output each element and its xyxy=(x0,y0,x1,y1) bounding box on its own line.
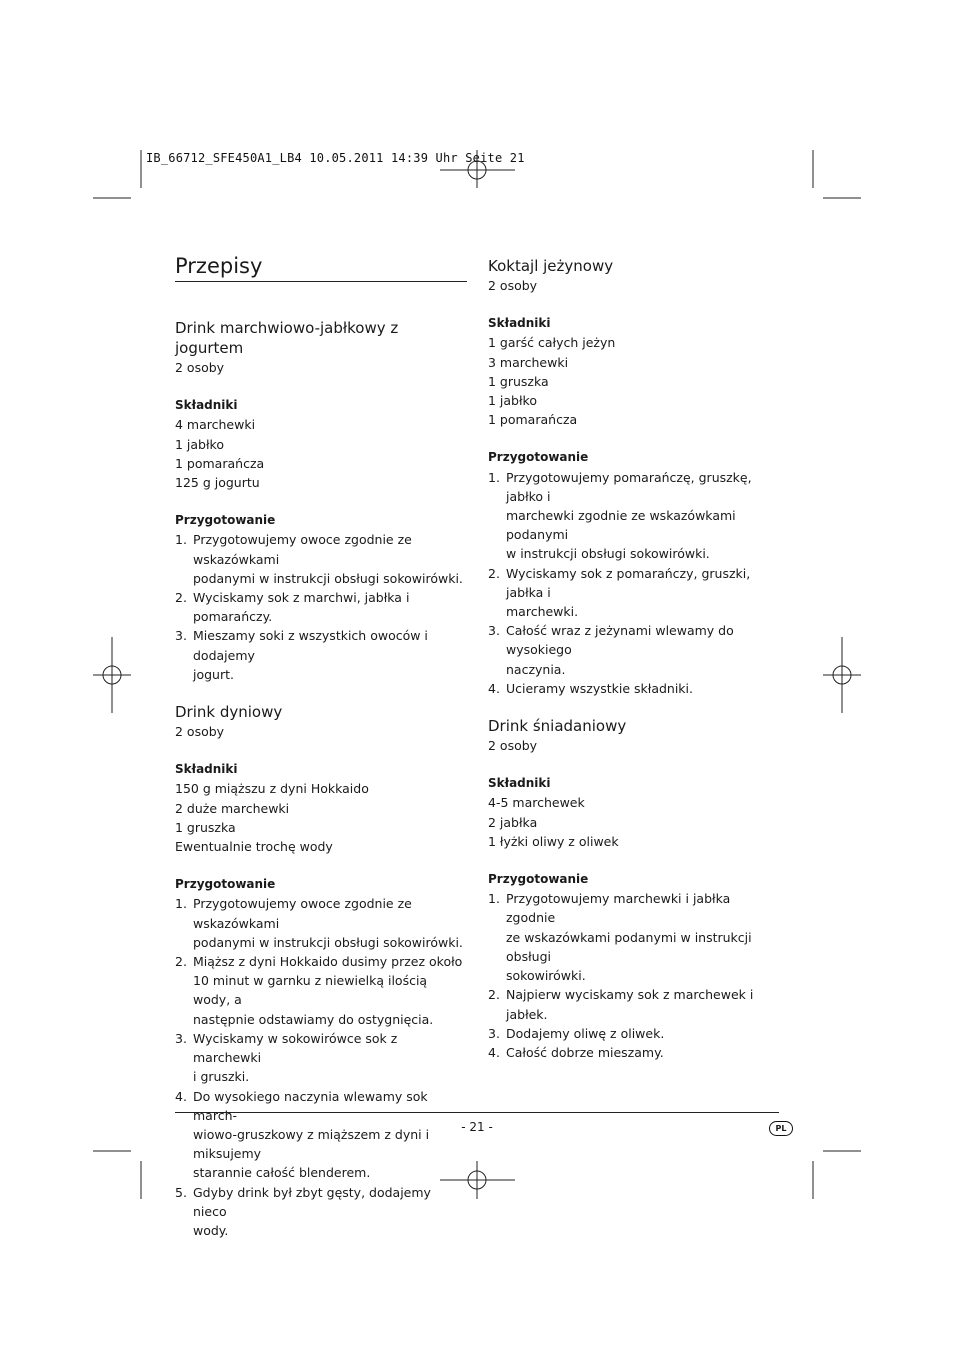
step-text: Przygotowujemy owoce zgodnie ze wskazówkami xyxy=(193,532,412,567)
ingredients-label: Składniki xyxy=(488,316,551,331)
list-item: 1 pomarańcza xyxy=(488,412,578,428)
list-item: 1 jabłko xyxy=(175,436,224,452)
list-item: 1 pomarańcza xyxy=(175,455,265,471)
step-number: 4. xyxy=(488,680,500,696)
step-text: w instrukcji obsługi sokowirówki. xyxy=(506,546,710,562)
ingredients-label: Składniki xyxy=(175,762,238,777)
ingredient-list xyxy=(175,779,467,856)
ingredients-label: Składniki xyxy=(488,776,551,791)
list-item xyxy=(488,985,780,1023)
step-text: Wyciskamy sok z pomarańczy, gruszki, jabłka i xyxy=(506,565,751,600)
step-list xyxy=(175,530,467,684)
page-number: - 21 - xyxy=(461,1120,493,1134)
list-item: 4 marchewki xyxy=(175,417,256,433)
step-number: 3. xyxy=(175,628,187,644)
list-item: 1 gruszka xyxy=(488,373,549,389)
step-list xyxy=(488,889,780,1062)
step-text: Wyciskamy w sokowirówce sok z marchewki xyxy=(193,1030,398,1066)
list-item: 1 łyżki oliwy z oliwek xyxy=(488,833,619,849)
list-item: 2 jabłka xyxy=(488,814,538,830)
step-text: Do wysokiego naczynia wlewamy sok march- xyxy=(193,1088,428,1123)
step-text: wody. xyxy=(193,1222,229,1238)
recipe-breakfast-drink xyxy=(488,716,780,1062)
list-item xyxy=(175,1029,467,1087)
step-text: Przygotowujemy owoce zgodnie ze wskazówkami xyxy=(193,896,412,931)
step-number: 1. xyxy=(175,896,187,912)
step-text: Przygotowujemy pomarańczę, gruszkę, jabłko i xyxy=(506,469,752,504)
recipe-carrot-apple-yogurt xyxy=(175,318,467,684)
step-number: 1. xyxy=(488,891,500,907)
footer-divider xyxy=(175,1112,779,1113)
ingredient-list xyxy=(488,333,780,429)
preparation-label: Przygotowanie xyxy=(488,872,589,887)
list-item xyxy=(488,564,780,622)
preparation-label: Przygotowanie xyxy=(175,513,276,528)
step-text: następnie odstawiamy do ostygnięcia. xyxy=(193,1011,434,1027)
step-text: wiowo-gruszkowy z miąższem z dyni i miksujemy xyxy=(193,1126,430,1162)
ingredient-list xyxy=(175,415,467,492)
list-item xyxy=(488,1043,780,1062)
list-item: 125 g jogurtu xyxy=(175,475,260,491)
preparation-label: Przygotowanie xyxy=(488,450,589,465)
list-item xyxy=(175,1087,467,1183)
list-item xyxy=(175,588,467,626)
list-item: 2 duże marchewki xyxy=(175,800,290,816)
step-text: marchewki. xyxy=(506,604,579,620)
step-number: 1. xyxy=(175,532,187,548)
list-item xyxy=(175,952,467,1029)
servings: 2 osoby xyxy=(488,738,538,754)
step-number: 2. xyxy=(175,954,187,970)
recipe-blackberry-cocktail xyxy=(488,256,780,698)
step-number: 5. xyxy=(175,1184,187,1200)
step-list xyxy=(488,468,780,698)
list-item xyxy=(175,894,467,952)
step-number: 1. xyxy=(488,469,500,485)
list-item xyxy=(175,1183,467,1241)
left-column xyxy=(175,253,467,1240)
list-item: 3 marchewki xyxy=(488,354,569,370)
step-text: Mieszamy soki z wszystkich owoców i dodajemy xyxy=(193,628,428,663)
list-item: 150 g miąższu z dyni Hokkaido xyxy=(175,781,369,797)
step-text: Ucieramy wszystkie składniki. xyxy=(506,680,693,696)
servings: 2 osoby xyxy=(175,360,225,375)
registration-mark-right xyxy=(823,637,861,713)
step-text: jogurt. xyxy=(193,666,234,682)
step-text: sokowirówki. xyxy=(506,968,586,984)
step-number: 4. xyxy=(175,1088,187,1104)
list-item: 1 gruszka xyxy=(175,819,236,835)
step-number: 2. xyxy=(488,565,500,581)
step-text: podanymi w instrukcji obsługi sokowirówki. xyxy=(193,934,463,950)
step-text: Wyciskamy sok z marchwi, jabłka i pomarańczy. xyxy=(193,590,410,625)
step-text: marchewki zgodnie ze wskazówkami podanymi xyxy=(506,508,736,543)
registration-mark-left xyxy=(93,637,131,713)
servings: 2 osoby xyxy=(175,724,225,740)
step-text: starannie całość blenderem. xyxy=(193,1165,371,1181)
step-text: Całość dobrze mieszamy. xyxy=(506,1044,664,1060)
step-text: Przygotowujemy marchewki i jabłka zgodnie xyxy=(506,891,731,926)
recipe-title: Drink dyniowy xyxy=(175,703,283,722)
step-text: naczynia. xyxy=(506,661,566,677)
step-number: 2. xyxy=(488,987,500,1003)
list-item xyxy=(175,530,467,588)
step-number: 2. xyxy=(175,590,187,606)
list-item: 4-5 marchewek xyxy=(488,795,585,811)
step-text: Gdyby drink był zbyt gęsty, dodajemy nieco xyxy=(193,1184,431,1219)
list-item: Ewentualnie trochę wody xyxy=(175,839,333,855)
print-slug: IB_66712_SFE450A1_LB4 10.05.2011 14:39 Uhr Seite 21 xyxy=(146,151,525,165)
step-text: podanymi w instrukcji obsługi sokowirówki. xyxy=(193,570,463,586)
recipe-pumpkin xyxy=(175,702,467,1240)
step-number: 3. xyxy=(488,623,500,639)
servings: 2 osoby xyxy=(488,278,538,293)
language-badge: PL xyxy=(769,1121,793,1136)
step-number: 3. xyxy=(175,1030,187,1046)
list-item: 1 jabłko xyxy=(488,393,537,409)
ingredients-label: Składniki xyxy=(175,398,238,413)
step-list xyxy=(175,894,467,1240)
step-text: Dodajemy oliwę z oliwek. xyxy=(506,1025,665,1041)
list-item xyxy=(488,679,780,698)
preparation-label: Przygotowanie xyxy=(175,877,276,892)
list-item xyxy=(488,1024,780,1043)
step-text: 10 minut w garnku z niewielką ilością wody, a xyxy=(193,973,428,1008)
list-item xyxy=(488,889,780,985)
page-title: Przepisy xyxy=(175,253,467,282)
step-text: Najpierw wyciskamy sok z marchewek i jabłek. xyxy=(506,987,754,1022)
recipe-title: Drink marchwiowo-jabłkowy z jogurtem xyxy=(175,319,399,357)
step-number: 3. xyxy=(488,1025,500,1041)
list-item: 1 garść całych jeżyn xyxy=(488,335,616,351)
step-text: Miąższ z dyni Hokkaido dusimy przez około xyxy=(193,954,463,970)
recipe-title: Drink śniadaniowy xyxy=(488,717,627,736)
step-text: ze wskazówkami podanymi w instrukcji obsługi xyxy=(506,929,752,964)
step-number: 4. xyxy=(488,1044,500,1060)
step-text: Całość wraz z jeżynami wlewamy do wysokiego xyxy=(506,623,734,658)
list-item xyxy=(175,626,467,684)
recipe-title: Koktajl jeżynowy xyxy=(488,257,614,275)
step-text: i gruszki. xyxy=(193,1069,250,1085)
list-item xyxy=(488,468,780,564)
list-item xyxy=(488,621,780,679)
ingredient-list xyxy=(488,793,780,851)
right-column xyxy=(488,256,780,1062)
